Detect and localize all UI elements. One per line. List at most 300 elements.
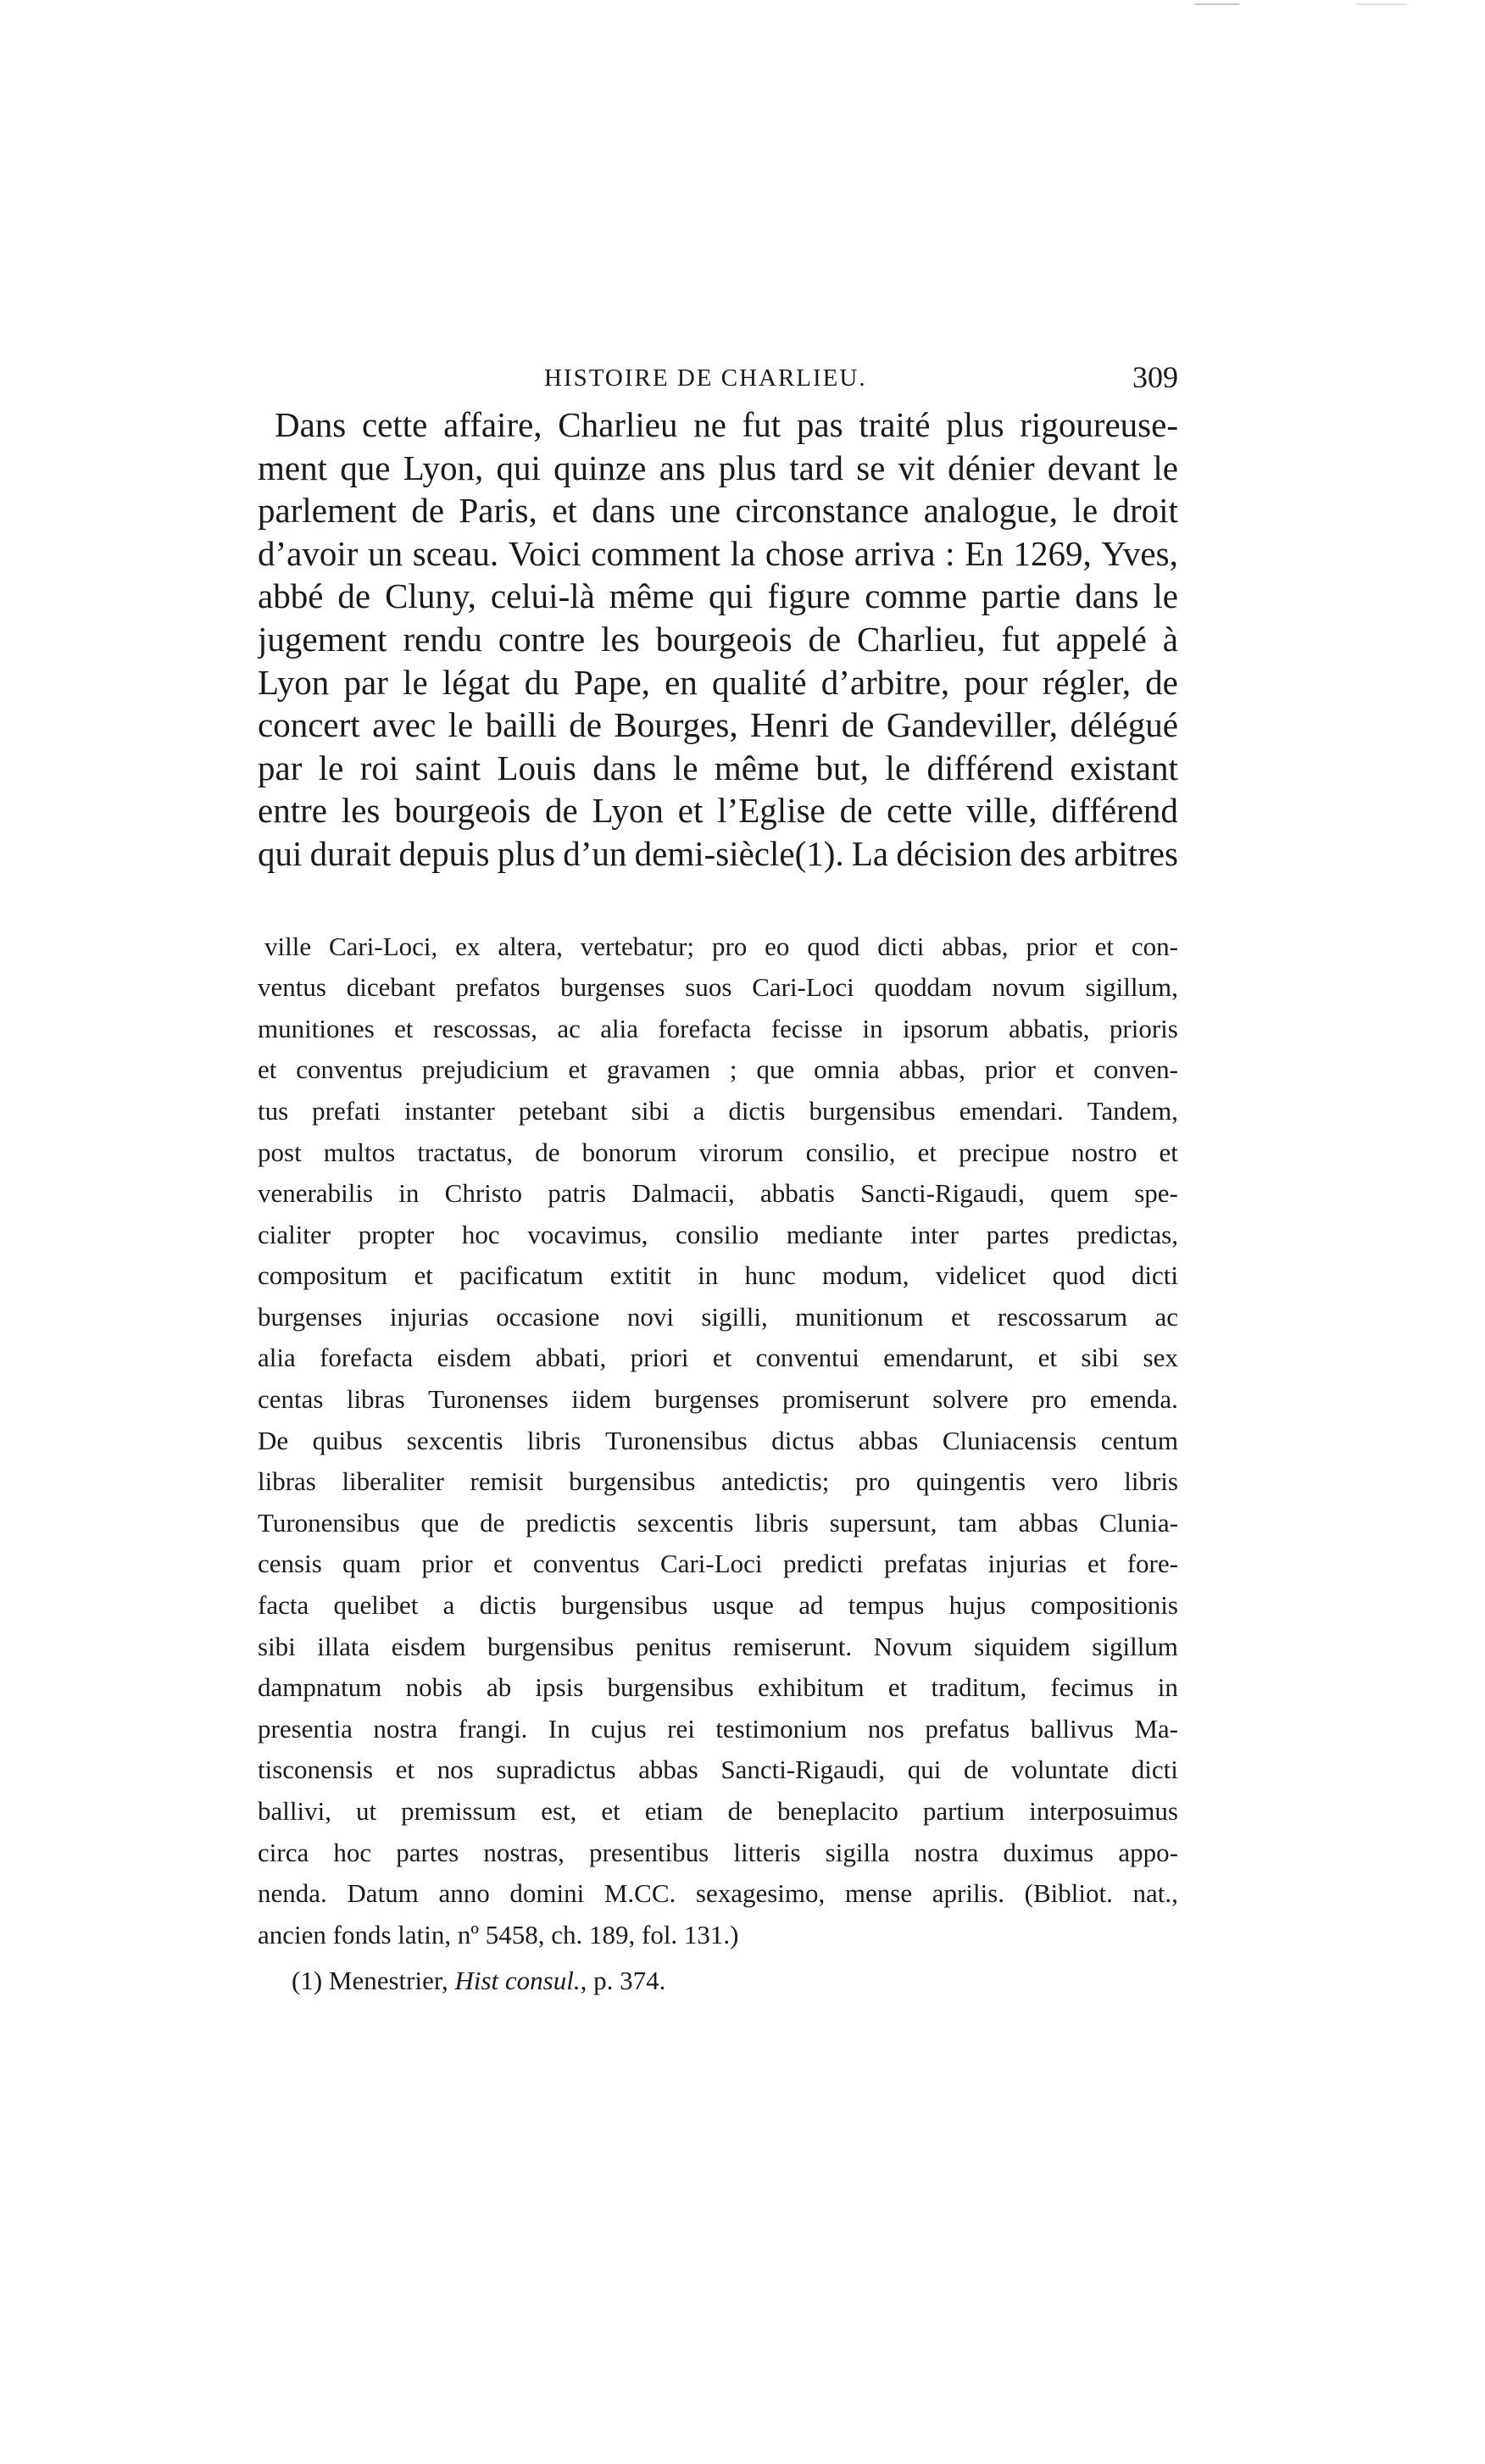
word: bailli [485,705,557,745]
word: et [1159,1137,1178,1167]
word: les [341,791,381,831]
word: et [1094,931,1114,961]
word: Datum [347,1878,419,1909]
word: prior [421,1549,473,1579]
word: ipsorum [903,1013,989,1043]
word: rigoureuse- [1020,405,1178,444]
word: ipsis [535,1672,584,1703]
latin-note-line [258,1461,1178,1503]
word: sibi [631,1095,670,1126]
word: dicti [877,931,925,961]
word: remisit [470,1466,543,1497]
word: fut [1001,619,1040,659]
word: de [480,1507,505,1538]
word: partes [986,1219,1049,1249]
word: décision [896,833,1012,873]
word: le [1153,448,1178,487]
latin-note-line [258,1873,1178,1915]
word: et [677,791,704,831]
word: quem [1050,1178,1109,1209]
word: légat [442,662,510,702]
word: qualité [712,662,807,702]
word: comme [865,576,967,616]
word: et [414,1260,433,1291]
word: consilio [676,1219,759,1249]
word: aprilis. [932,1878,1005,1909]
word: 1269, [1013,533,1092,573]
word: conven- [1093,1054,1178,1085]
word: forefacta [658,1013,752,1043]
word: burgenses [258,1301,363,1332]
word: Pape, [573,662,650,702]
word: circonstance [735,491,909,531]
word: fore- [1126,1549,1178,1579]
latin-note-line [258,1503,1178,1544]
latin-note-line [258,1132,1178,1174]
main-text-line [258,532,1178,576]
word: petebant [518,1095,608,1126]
word: sigilla [825,1837,890,1867]
word: par [343,662,388,702]
word: domini [509,1878,585,1909]
word: abbas [858,1425,919,1455]
word: Christo [444,1178,522,1209]
word: et [493,1549,513,1579]
word: eisdem [437,1343,512,1373]
word: nat., [1132,1878,1178,1909]
word: dampnatum [258,1672,382,1703]
word: In [548,1713,570,1744]
footnote-marker: (1) [292,1966,323,1996]
word: et [395,1755,415,1785]
word: conventus [296,1054,403,1085]
main-text-line [258,832,1178,876]
word: anno [438,1878,490,1909]
word: novi [626,1301,674,1332]
word: abbas, [942,931,1009,961]
latin-note-line [258,1379,1178,1421]
word: même [714,748,800,787]
word: qui [258,833,303,873]
footnote [258,1964,1178,1998]
word: hoc [461,1219,500,1249]
word: et [258,1054,277,1085]
main-text-line [258,661,1178,704]
word: de [839,791,873,831]
word: Lyon [592,791,664,831]
word: différend [1051,791,1178,831]
word: presentibus [589,1837,709,1867]
word: le [318,748,344,787]
word: que [420,1507,459,1538]
footnote-title: Hist consul. [454,1966,581,1996]
word: différend [926,748,1054,787]
word: prior [984,1054,1036,1085]
word: nos [867,1713,904,1744]
word: les [601,619,640,659]
word: in [1157,1672,1178,1703]
word: vit [898,448,935,487]
word: Cluniacensis [942,1425,1077,1455]
word: mediante [786,1219,883,1249]
running-title: HISTOIRE DE CHARLIEU. [544,364,867,392]
word: Sancti-Rigaudi, [860,1178,1025,1209]
word: consilio, [805,1137,896,1167]
word: d’arbitre, [820,662,950,702]
word: sexcentis [406,1425,503,1455]
word: ville [264,931,312,961]
word: liberaliter [342,1466,444,1497]
word: altera, [498,931,563,961]
word: siquidem [974,1631,1071,1661]
word: ab [486,1672,512,1703]
word: le [672,748,698,787]
latin-note-line [258,1791,1178,1833]
word: suos [685,972,732,1003]
word: plus [946,405,1004,444]
word: nenda. [258,1878,327,1909]
latin-note-line [258,1297,1178,1338]
word: ans [659,448,706,487]
main-text-line [258,618,1178,661]
word: plus [497,833,556,873]
scan-edge-mark-right [1356,3,1407,5]
latin-note-line [258,967,1178,1009]
word: beneplacito [776,1796,898,1826]
word: antedictis; [721,1466,830,1497]
main-text-line [258,789,1178,832]
word: libris [754,1507,809,1538]
word: de [535,1137,560,1167]
word: ex [455,931,481,961]
word: libras [346,1384,405,1415]
word: ment [258,448,327,487]
word: burgensibus [569,1466,696,1497]
word: abbas [638,1755,698,1785]
latin-note-line [258,1421,1178,1462]
word: abbatis, [1009,1013,1090,1043]
word: in [398,1178,420,1209]
word: abbatis [760,1178,835,1209]
word: de [727,1796,753,1826]
latin-note-line [258,1049,1178,1091]
word: patris [548,1178,607,1209]
word: d’avoir [258,533,359,573]
word: vero [1051,1466,1098,1497]
word: prejudicium [421,1054,549,1085]
word: sibi [1081,1343,1120,1373]
main-text-line [258,403,1178,447]
word: cialiter [258,1219,331,1249]
word: dans [1075,576,1139,616]
word: et [1054,1054,1075,1085]
word: Charlieu, [857,619,986,659]
word: conventui [755,1343,859,1373]
word: Lyon, [403,448,484,487]
word: supradictus [496,1755,616,1785]
word: cette [887,791,953,831]
word: l’Eglise [717,791,826,831]
word: ad [798,1590,824,1621]
word: novum [992,972,1065,1003]
word: predictas, [1076,1219,1178,1249]
word: Charlieu [558,405,678,444]
word: solvere [932,1384,1009,1415]
word: quod [1052,1260,1105,1291]
word: quibus [312,1425,383,1455]
word: omnia [814,1054,880,1085]
word: circa [258,1837,309,1867]
word: sceau. [412,533,499,573]
running-head [258,356,1178,403]
word: libris [1124,1466,1178,1497]
word: délégué [1070,705,1178,745]
word: vertebatur; [580,931,695,961]
word: ville, [966,791,1037,831]
word: predictis [526,1507,616,1538]
word: munitionum [795,1301,924,1332]
word: Turonenses [428,1384,548,1415]
word: arbitres [1074,833,1178,873]
word: affaire, [443,405,542,444]
word: pro [1032,1384,1067,1415]
word: fecimus [1050,1672,1134,1703]
word: analogue, [923,491,1059,531]
word: fut [742,405,781,444]
word: propter [358,1219,435,1249]
word: alia [258,1343,296,1373]
word: Henri [750,705,830,745]
word: prefati [312,1095,381,1126]
word: tard [789,448,843,487]
word: sexagesimo, [695,1878,826,1909]
word: dicti [1131,1260,1178,1291]
word: qui [496,448,541,487]
latin-note-line [258,1338,1178,1379]
word: multos [323,1137,396,1167]
word: quelibet [333,1590,419,1621]
word: et [887,1672,908,1703]
main-text-line [258,447,1178,490]
word: roi [359,748,399,787]
word: Tandem, [1087,1095,1178,1126]
word: De [258,1425,289,1455]
latin-note-line [258,926,1178,968]
latin-note-line [258,1009,1178,1050]
word: rei [667,1713,695,1744]
word: burgensibus [487,1631,615,1661]
latin-note-line [258,1255,1178,1297]
word: de [545,791,578,831]
word: à [1162,619,1178,659]
word: chose [765,533,845,573]
word: de [569,705,602,745]
word: plus [718,448,776,487]
word: Cari-Loci [752,972,854,1003]
word: qui [708,576,754,616]
word: injurias [987,1549,1067,1579]
word: de [337,576,371,616]
word: rescossas, [432,1013,537,1043]
word: devant [1047,448,1141,487]
word: extitit [609,1260,671,1291]
latin-note-line [258,1091,1178,1132]
word: compositionis [1031,1590,1178,1621]
word: facta [258,1590,309,1621]
word: En [965,533,1004,573]
word: censis [258,1549,322,1579]
word: dénier [948,448,1035,487]
word: Cluny, [385,576,476,616]
word: priori [630,1343,689,1373]
latin-note-line [258,1749,1178,1791]
word: prefatus [925,1713,1010,1744]
word: de [411,491,445,531]
word: a [692,1095,705,1126]
word: sex [1143,1343,1178,1373]
word: Sancti-Rigaudi, [720,1755,886,1785]
word: Turonensibus [605,1425,748,1455]
word: pacificatum [459,1260,584,1291]
main-text-line [258,747,1178,790]
word: avec [372,705,437,745]
word: bourgeois [655,619,793,659]
word: duximus [1003,1837,1094,1867]
word: partes [396,1837,459,1867]
word: burgenses [654,1384,759,1415]
word: burgensibus [561,1590,688,1621]
word: et [394,1013,414,1043]
word: et [568,1054,587,1085]
word: dans [592,748,657,787]
word: burgensibus [809,1095,936,1126]
word: tam [958,1507,998,1538]
word: inter [910,1219,959,1249]
word: interposuimus [1029,1796,1178,1826]
word: est, [541,1796,577,1826]
word: Yves, [1101,533,1178,573]
word: cujus [591,1713,647,1744]
latin-note-line [258,1543,1178,1585]
word: Turonensibus [258,1507,400,1538]
latin-note-block [258,926,1178,1956]
word: et [601,1796,620,1826]
word: des [1020,833,1066,873]
word: abbé [258,576,324,616]
word: supersunt, [829,1507,937,1538]
word: quod [807,931,860,961]
word: Louis [497,748,576,787]
word: etiam [644,1796,704,1826]
word: le [885,748,911,787]
word: saint [414,748,481,787]
word: ac [557,1013,581,1043]
word: gravamen [606,1054,711,1085]
word: parlement [258,491,397,531]
word: pour [964,662,1028,702]
word: appelé [1055,619,1147,659]
word: appo- [1118,1837,1178,1867]
word: forefacta [320,1343,414,1373]
word: Cari-Loci [660,1549,763,1579]
word: celui-là [490,576,595,616]
word: bourgeois [394,791,531,831]
word: nostra [373,1713,438,1744]
word: hujus [948,1590,1006,1621]
word: et [1037,1343,1058,1373]
word: de [963,1755,989,1785]
word: in [862,1013,883,1043]
word: con- [1131,931,1178,961]
word: et [552,491,577,531]
latin-note-line [258,1709,1178,1750]
word: injurias [389,1301,469,1332]
footnote-author: Menestrier, [328,1966,448,1996]
word: exhibitum [757,1672,865,1703]
word: mense [844,1878,913,1909]
word: emendari. [959,1095,1064,1126]
word: ; [729,1054,737,1085]
word: abbas, [898,1054,965,1085]
word: existant [1070,748,1178,787]
word: droit [1112,491,1178,531]
word: conventus [532,1549,640,1579]
word: tisconensis [258,1755,374,1785]
word: voluntate [1010,1755,1110,1785]
book-page [258,356,1178,1998]
word: Dalmacii, [631,1178,735,1209]
word: Novum [873,1631,953,1661]
word: nobis [405,1672,463,1703]
word: partium [922,1796,1005,1826]
word: quinze [553,448,647,487]
word: de [841,705,875,745]
word: même [609,576,694,616]
word: sigillum [1092,1631,1178,1661]
word: predicti [782,1549,864,1579]
word: centum [1100,1425,1178,1455]
word: d’un [563,833,627,873]
word: precipue [959,1137,1049,1167]
word: remiserunt. [732,1631,853,1661]
word: dictis [728,1095,786,1126]
word: litteris [733,1837,801,1867]
word: dictis [479,1590,537,1621]
word: ballivi, [258,1796,331,1826]
word: cette [361,405,428,444]
footnote-page: , p. 374. [580,1966,666,1996]
word: ne [693,405,726,444]
word: quingentis [915,1466,1026,1497]
word: Voici [508,533,581,573]
word: Cari-Loci, [329,931,438,961]
word: traditum, [931,1672,1027,1703]
word: dicebant [346,972,436,1003]
word: Paris, [459,491,537,531]
word: frangi. [458,1713,528,1744]
word: concert [258,705,360,745]
word: Bourges, [614,705,738,745]
word: fecisse [770,1013,843,1043]
word: testimonium [715,1713,848,1744]
word: Ma- [1134,1713,1178,1744]
word: abbas [1018,1507,1079,1538]
word: ballivus [1030,1713,1114,1744]
word: la [730,533,756,573]
word: prioris [1109,1013,1178,1043]
word: figure [767,576,851,616]
word: M.CC. [603,1878,676,1909]
